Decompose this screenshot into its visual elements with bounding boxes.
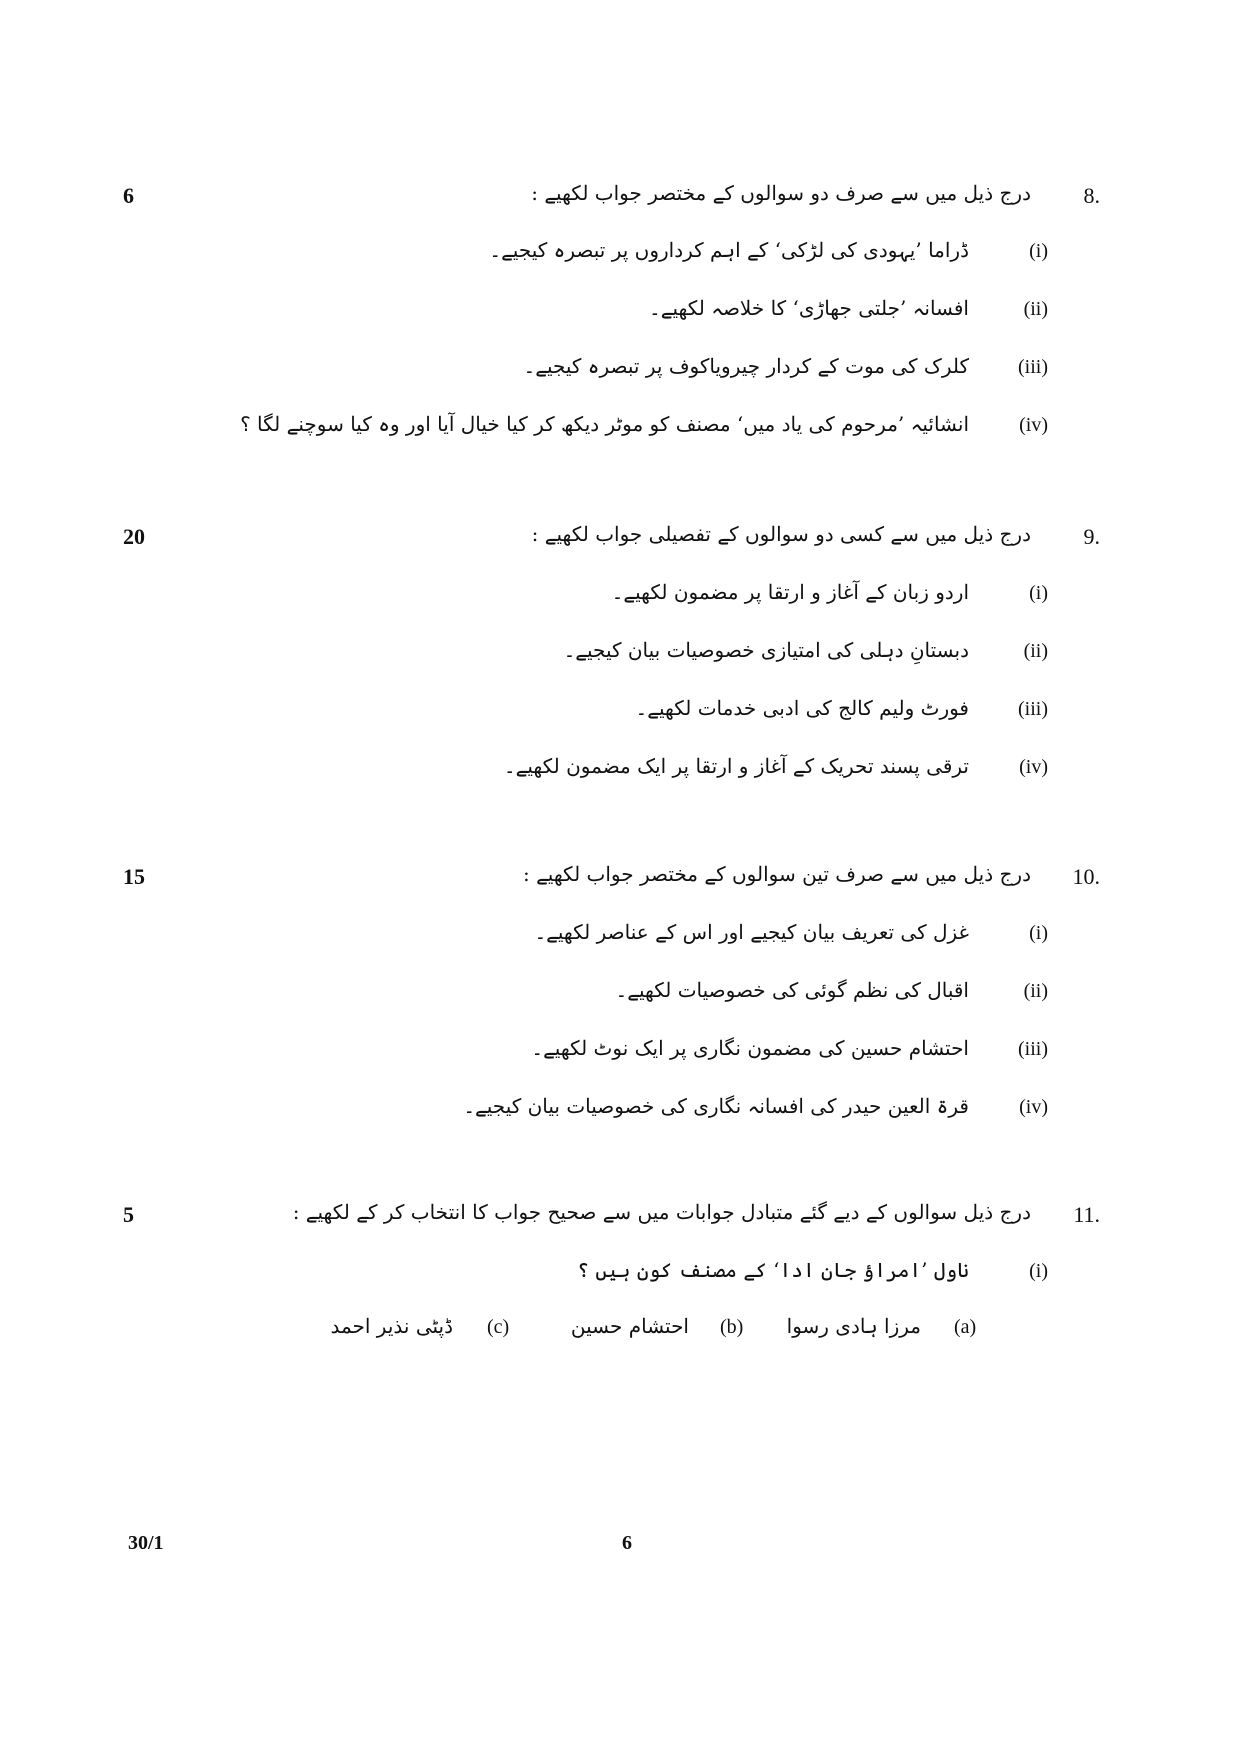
option-number: (ii) — [1023, 298, 1048, 320]
option-number: (ii) — [1023, 980, 1048, 1002]
option-number: (i) — [1029, 240, 1048, 262]
option-text: ناول ’امراؤ جان ادا‘ کے مصنف کون ہیں ؟ — [577, 1258, 969, 1282]
option-text: ڈراما ’یہودی کی لڑکی‘ کے اہم کرداروں پر تبصرہ کیجیے۔ — [489, 238, 969, 262]
choice-letter-a: (a) — [954, 1316, 977, 1338]
option-number: (iv) — [1019, 414, 1048, 436]
page-number: 6 — [622, 1532, 632, 1554]
question-text-9: درج ذیل میں سے کسی دو سوالوں کے تفصیلی جواب لکھیے : — [531, 522, 1031, 546]
choice-text-c: ڈپٹی نذیر احمد — [330, 1314, 453, 1338]
option-number: (i) — [1029, 582, 1048, 604]
question-number-11: 11. — [1073, 1202, 1100, 1227]
option-text: انشائیہ ’مرحوم کی یاد میں‘ مصنف کو موٹر دیکھ کر کیا خیال آیا اور وہ کیا سوچنے لگا ؟ — [240, 412, 969, 436]
option-number: (iii) — [1018, 698, 1048, 720]
option-text: ترقی پسند تحریک کے آغاز و ارتقا پر ایک مضمون لکھیے۔ — [503, 754, 969, 778]
question-text-10: درج ذیل میں سے صرف تین سوالوں کے مختصر جواب لکھیے : — [522, 862, 1031, 886]
choice-letter-b: (b) — [720, 1316, 744, 1338]
option-number: (iii) — [1018, 356, 1048, 378]
option-text: فورٹ ولیم کالج کی ادبی خدمات لکھیے۔ — [635, 696, 969, 720]
option-text: اقبال کی نظم گوئی کی خصوصیات لکھیے۔ — [615, 978, 969, 1002]
option-text: دبستانِ دہلی کی امتیازی خصوصیات بیان کیجیے۔ — [563, 638, 969, 662]
choice-letter-c: (c) — [487, 1316, 510, 1338]
option-number: (i) — [1029, 922, 1048, 944]
option-number: (iv) — [1019, 756, 1048, 778]
question-number-10: 10. — [1072, 864, 1100, 889]
option-number: (iii) — [1018, 1038, 1048, 1060]
question-number-9: 9. — [1083, 524, 1100, 549]
option-text: غزل کی تعریف بیان کیجیے اور اس کے عناصر لکھیے۔ — [534, 920, 969, 944]
marks-q10: 15 — [123, 864, 145, 889]
marks-q8: 6 — [123, 183, 134, 208]
choice-text-b: احتشام حسین — [570, 1314, 689, 1338]
option-text: کلرک کی موت کے کردار چیرویاکوف پر تبصرہ کیجیے۔ — [523, 354, 969, 378]
option-text: قرۃ العین حیدر کی افسانہ نگاری کی خصوصیات بیان کیجیے۔ — [463, 1094, 969, 1118]
option-text: اردو زبان کے آغاز و ارتقا پر مضمون لکھیے۔ — [611, 580, 969, 604]
option-text: افسانہ ’جلتی جھاڑی‘ کا خلاصہ لکھیے۔ — [649, 296, 969, 320]
question-number-8: 8. — [1083, 183, 1100, 208]
option-number: (iv) — [1019, 1096, 1048, 1118]
option-number: (i) — [1029, 1260, 1048, 1282]
option-text: احتشام حسین کی مضمون نگاری پر ایک نوٹ لکھیے۔ — [531, 1036, 969, 1060]
choice-text-a: مرزا ہادی رسوا — [786, 1314, 921, 1338]
paper-code: 30/1 — [128, 1532, 164, 1554]
marks-q11: 5 — [123, 1202, 134, 1227]
question-text-8: درج ذیل میں سے صرف دو سوالوں کے مختصر جواب لکھیے : — [531, 181, 1031, 205]
marks-q9: 20 — [123, 524, 145, 549]
option-number: (ii) — [1023, 640, 1048, 662]
question-text-11: درج ذیل سوالوں کے دیے گئے متبادل جوابات میں سے صحیح جواب کا انتخاب کر کے لکھیے : — [292, 1200, 1031, 1224]
